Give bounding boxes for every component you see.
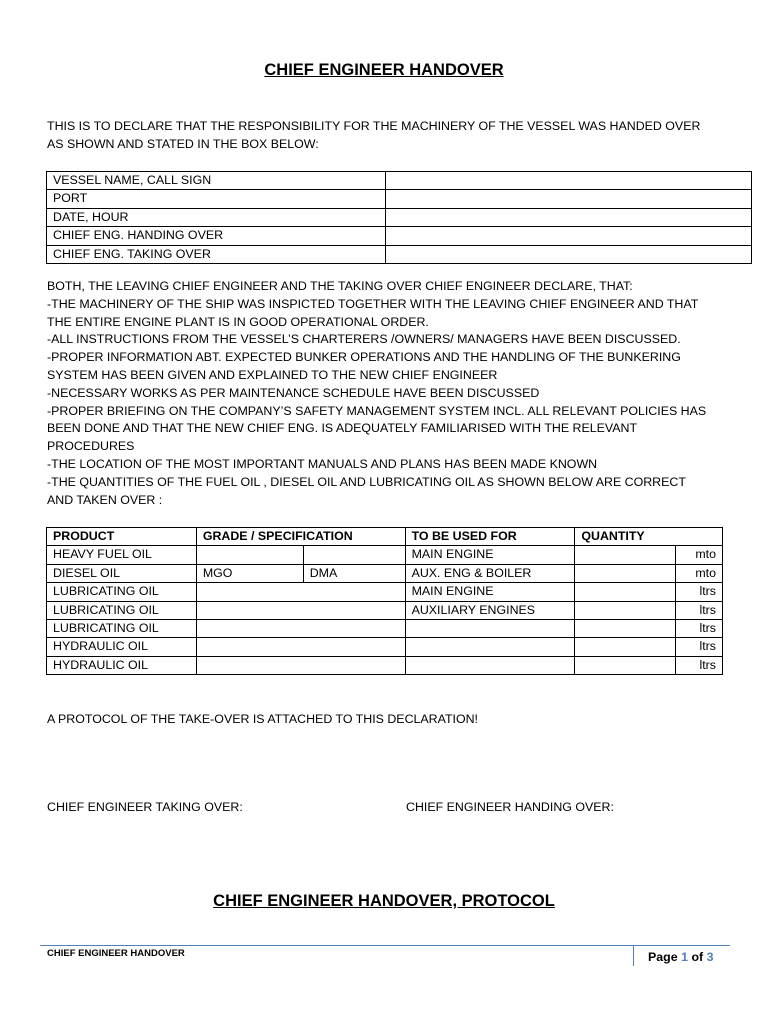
handing-over-label: CHIEF ENG. HANDING OVER [47,227,386,245]
declaration-line: -ALL INSTRUCTIONS FROM THE VESSEL’S CHARTERERS /OWNERS/ MANAGERS HAVE BEEN DISCUSSED. [47,332,681,347]
table-row [47,172,752,190]
unit-cell: ltrs [676,620,723,638]
document-title: CHIEF ENGINEER HANDOVER [264,61,504,79]
table-row [47,564,723,582]
vessel-name-label: VESSEL NAME, CALL SIGN [47,172,386,190]
table-row [47,656,723,674]
declaration-line: BOTH, THE LEAVING CHIEF ENGINEER AND THE TAKING OVER CHIEF ENGINEER DECLARE, THAT: [47,279,633,293]
col-header-quantity: QUANTITY [575,528,723,546]
product-cell: DIESEL OIL [47,564,197,582]
quantity-cell[interactable] [575,564,676,582]
declaration-paragraph [47,278,737,509]
product-cell: LUBRICATING OIL [47,583,197,601]
declaration-line: -THE MACHINERY OF THE SHIP WAS INSPICTED TOGETHER WITH THE LEAVING CHIEF ENGINEER AND THAT [47,296,699,311]
unit-cell: ltrs [676,601,723,619]
grade-cell[interactable] [196,546,303,564]
grade-cell[interactable] [196,601,405,619]
spec-cell[interactable]: DMA [303,564,405,582]
page-word: Page [648,950,678,964]
table-row [47,620,723,638]
quantity-cell[interactable] [575,583,676,601]
table-row [47,227,752,245]
col-header-product: PRODUCT [47,528,197,546]
table-row [47,190,752,208]
grade-cell[interactable] [196,638,405,656]
grade-cell[interactable] [196,583,405,601]
page-number [648,950,714,964]
declaration-line: PROCEDURES [47,439,135,454]
declaration-line: -PROPER BRIEFING ON THE COMPANY’S SAFETY MANAGEMENT SYSTEM INCL. ALL RELEVANT POLICIES HAS [47,403,707,418]
date-hour-field[interactable] [386,208,752,226]
taking-over-label: CHIEF ENG. TAKING OVER [47,245,386,263]
declaration-line: THE ENTIRE ENGINE PLANT IS IN GOOD OPERATIONAL ORDER. [47,314,429,329]
product-cell: LUBRICATING OIL [47,620,197,638]
protocol-note: A PROTOCOL OF THE TAKE-OVER IS ATTACHED TO THIS DECLARATION! [47,712,478,726]
unit-cell: ltrs [676,638,723,656]
vessel-info-table [46,171,752,264]
used-for-cell[interactable] [405,620,575,638]
page-current: 1 [681,950,688,964]
table-row [47,601,723,619]
declaration-line: -THE QUANTITIES OF THE FUEL OIL , DIESEL OIL AND LUBRICATING OIL AS SHOWN BELOW ARE CORRECT [47,474,686,489]
grade-cell[interactable] [196,620,405,638]
unit-cell: ltrs [676,656,723,674]
table-row [47,208,752,226]
unit-cell: ltrs [676,583,723,601]
quantity-cell[interactable] [575,620,676,638]
taking-over-field[interactable] [386,245,752,263]
product-cell: LUBRICATING OIL [47,601,197,619]
section-title: CHIEF ENGINEER HANDOVER, PROTOCOL [213,892,555,910]
quantity-cell[interactable] [575,546,676,564]
signature-taking-over-label: CHIEF ENGINEER TAKING OVER: [47,800,243,814]
unit-cell: mto [676,564,723,582]
table-header-row [47,528,723,546]
table-row [47,546,723,564]
declaration-line: -PROPER INFORMATION ABT. EXPECTED BUNKER OPERATIONS AND THE HANDLING OF THE BUNKERING [47,350,681,365]
footer-separator [633,946,634,966]
of-word: of [691,950,704,964]
declaration-line: -THE LOCATION OF THE MOST IMPORTANT MANUALS AND PLANS HAS BEEN MADE KNOWN [47,456,598,471]
quantity-cell[interactable] [575,638,676,656]
used-for-cell: MAIN ENGINE [405,583,575,601]
date-hour-label: DATE, HOUR [47,208,386,226]
used-for-cell: MAIN ENGINE [405,546,575,564]
port-label: PORT [47,190,386,208]
page-total: 3 [706,950,714,964]
declaration-line: AND TAKEN OVER : [47,492,163,507]
signature-handing-over-label: CHIEF ENGINEER HANDING OVER: [406,800,614,814]
table-row [47,583,723,601]
used-for-cell: AUXILIARY ENGINES [405,601,575,619]
table-row [47,245,752,263]
grade-cell[interactable] [196,656,405,674]
intro-line: AS SHOWN AND STATED IN THE BOX BELOW: [47,136,319,151]
product-cell: HEAVY FUEL OIL [47,546,197,564]
intro-line: THIS IS TO DECLARE THAT THE RESPONSIBILITY FOR THE MACHINERY OF THE VESSEL WAS HANDED OVER [47,119,701,133]
intro-paragraph [47,118,737,154]
product-cell: HYDRAULIC OIL [47,656,197,674]
declaration-line: -NECESSARY WORKS AS PER MAINTENANCE SCHEDULE HAVE BEEN DISCUSSED [47,385,540,400]
table-row [47,638,723,656]
quantity-cell[interactable] [575,601,676,619]
product-cell: HYDRAULIC OIL [47,638,197,656]
used-for-cell[interactable] [405,656,575,674]
declaration-line: BEEN DONE AND THAT THE NEW CHIEF ENG. IS ADEQUATELY FAMILIARISED WITH THE RELEVANT [47,421,638,436]
col-header-grade: GRADE / SPECIFICATION [196,528,405,546]
grade-cell[interactable]: MGO [196,564,303,582]
footer-divider [40,945,730,946]
unit-cell: mto [676,546,723,564]
footer-document-name: CHIEF ENGINEER HANDOVER [47,948,185,959]
vessel-name-field[interactable] [386,172,752,190]
declaration-line: SYSTEM HAS BEEN GIVEN AND EXPLAINED TO THE NEW CHIEF ENGINEER [47,367,498,382]
col-header-used-for: TO BE USED FOR [405,528,575,546]
port-field[interactable] [386,190,752,208]
used-for-cell: AUX. ENG & BOILER [405,564,575,582]
spec-cell[interactable] [303,546,405,564]
product-quantity-table [46,527,723,675]
handing-over-field[interactable] [386,227,752,245]
used-for-cell[interactable] [405,638,575,656]
quantity-cell[interactable] [575,656,676,674]
